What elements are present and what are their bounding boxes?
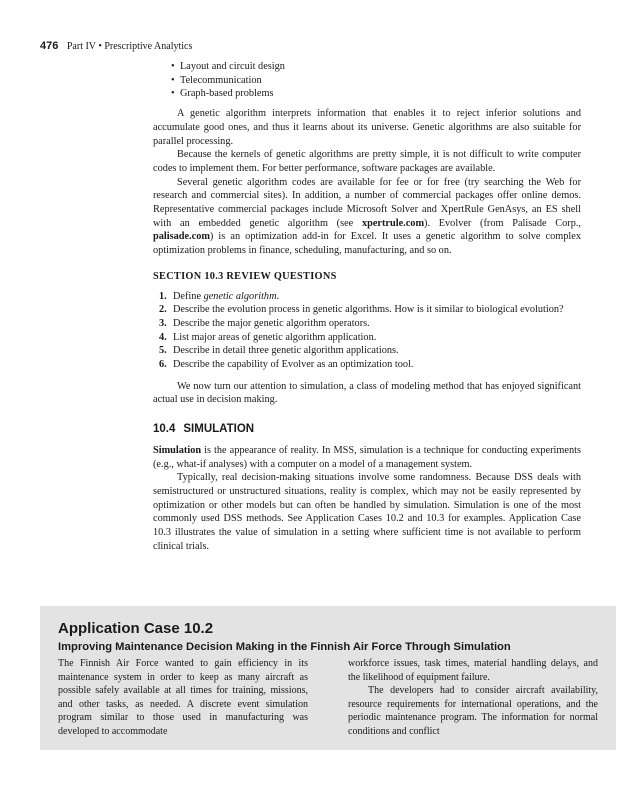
text-run: Several genetic algorithm codes are available for fee or for free (try searching the Web for research and commercial sites). In addition, a number of commercial packages offer online demos. Representative commercial packages include Microsoft Solver and XpertRule GenAsys, an ES shell with an embedded genetic algorithm (see <box>153 176 581 229</box>
paragraph: workforce issues, task times, material handling delays, and the likelihood of equipment failure. <box>348 658 598 683</box>
paragraph <box>153 444 581 471</box>
paragraph: A genetic algorithm interprets information that enables it to reject inferior solutions and accumulate good ones, and thus it learns about its universe. Genetic algorithms are also suitable for parallel processing. <box>153 108 581 147</box>
question-number: 3. <box>159 317 167 329</box>
text-run: Define <box>173 290 204 302</box>
term: Simulation <box>153 444 202 456</box>
paragraph: Because the kernels of genetic algorithms are pretty simple, it is not difficult to write computer codes to implement them. For better performance, software packages are available. <box>153 149 581 174</box>
left-column <box>58 657 308 739</box>
review-questions-list <box>153 290 581 372</box>
question-text: List major areas of genetic algorithm application. <box>173 331 377 343</box>
main-content <box>153 60 581 554</box>
paragraph <box>153 176 581 258</box>
application-case-label: Application Case 10.2 <box>58 620 214 637</box>
text-run: is the appearance of reality. In MSS, simulation is a technique for conducting experiments (e.g., what-if analyses) with a computer on a model of a management system. <box>153 444 581 470</box>
paragraph: The Finnish Air Force wanted to gain efficiency in its maintenance system in order to keep as many aircraft as possible safely available at all times for training, missions, and other tasks, as needed. A discrete event simulation program similar to those used in manufacturing was developed to accommodate <box>58 658 308 737</box>
right-column <box>348 657 598 739</box>
list-item: • Layout and circuit design <box>171 60 581 74</box>
text-run: ) is an optimization add-in for Excel. It uses a genetic algorithm to solve complex optimization problems in finance, scheduling, manufacturing, and so on. <box>153 231 581 257</box>
section-title: SIMULATION <box>183 423 255 436</box>
section-heading <box>153 423 581 437</box>
list-item <box>159 303 581 317</box>
application-case-columns <box>58 657 598 739</box>
paragraph: Typically, real decision-making situations involve some randomness. Because DSS deals with semistructured or unstructured situations, reality is complex, which may not be easily represented by optimization or other models but can often be handled by simulation. Simulation is one of the most commonly used DSS methods. See Application Cases 10.2 and 10.3 for examples. Application Case 10.3 illustrates the value of simulation in a setting where sufficient time is not available to perform clinical trials. <box>153 472 581 552</box>
list-item <box>159 358 581 372</box>
question-text: Describe the major genetic algorithm operators. <box>173 317 370 329</box>
question-text: Describe the capability of Evolver as an optimization tool. <box>173 359 414 371</box>
application-case-subtitle: Improving Maintenance Decision Making in the Finnish Air Force Through Simulation <box>58 641 511 653</box>
text-run: . <box>276 290 280 302</box>
question-number: 2. <box>159 304 167 316</box>
application-case-box <box>40 606 616 750</box>
list-item: • Graph-based problems <box>171 87 581 101</box>
xpertrule-link[interactable]: xpertrule.com <box>361 217 425 229</box>
question-text <box>173 290 279 304</box>
question-number: 6. <box>159 359 167 371</box>
running-header <box>40 40 192 52</box>
question-number: 1. <box>159 290 167 302</box>
palisade-link[interactable]: palisade.com <box>153 231 210 243</box>
list-item <box>159 344 581 358</box>
application-bullet-list <box>171 60 581 101</box>
question-number: 5. <box>159 345 167 357</box>
paragraph: The developers had to consider aircraft availability, resource requirements for international operations, and the periodic maintenance program. The information for normal conditions and conflict <box>348 685 598 737</box>
question-text: Describe the evolution process in genetic algorithms. How is it similar to biological evolution? <box>173 304 564 316</box>
running-title: Part IV • Prescriptive Analytics <box>66 41 193 52</box>
paragraph: We now turn our attention to simulation, a class of modeling method that has enjoyed significant actual use in decision making. <box>153 380 581 406</box>
list-item <box>159 331 581 345</box>
question-text: Describe in detail three genetic algorithm applications. <box>173 345 399 357</box>
text-run: ). Evolver (from Palisade Corp., <box>424 217 581 229</box>
list-item <box>159 317 581 331</box>
list-item: • Telecommunication <box>171 74 581 88</box>
page-number: 476 <box>40 40 59 52</box>
section-number: 10.4 <box>153 423 176 436</box>
question-number: 4. <box>159 331 167 343</box>
review-questions-heading: SECTION 10.3 REVIEW QUESTIONS <box>153 270 337 282</box>
term: genetic algorithm <box>203 290 277 302</box>
list-item <box>159 290 581 304</box>
